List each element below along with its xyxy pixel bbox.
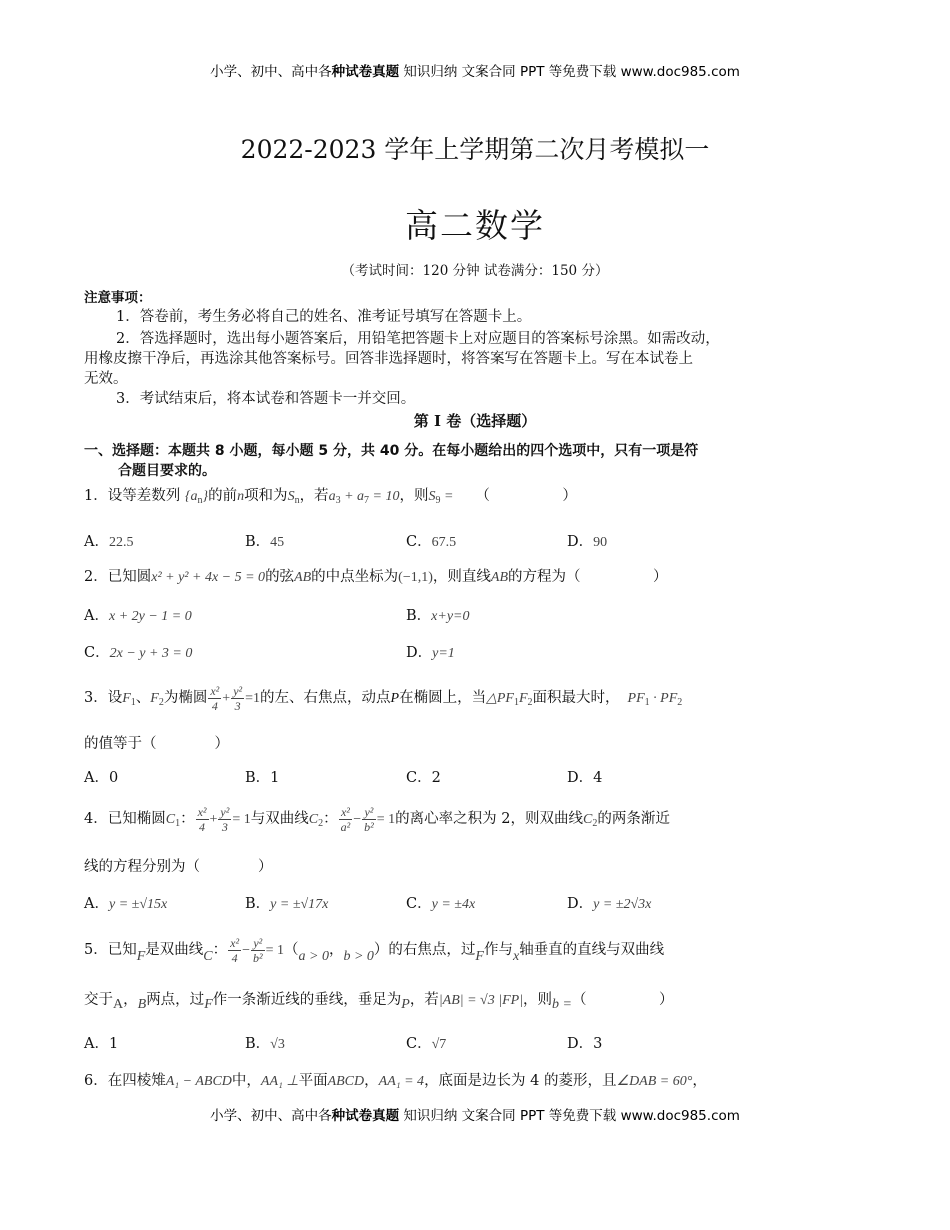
q5-option-d: D．3 bbox=[567, 1036, 603, 1052]
fraction: $\frac{\text{x²}}{4}$ bbox=[197, 804, 207, 834]
q2-option-b: B．x+y=0 bbox=[406, 608, 470, 624]
notice-item-2-line-2: 用橡皮擦干净后，再选涂其他答案标号。回答非选择题时，将答案写在答题卡上。写在本试卷上 bbox=[84, 351, 693, 367]
q1-option-b: B．45 bbox=[245, 534, 285, 550]
question-3-line-2: 的值等于（ ） bbox=[84, 736, 229, 752]
math-condition: $a_3 + a_7 = 10$ bbox=[328, 489, 400, 506]
banner-text-tail: 知识归纳 文案合同 PPT 等免费下载 www.doc985.com bbox=[399, 64, 740, 80]
math-sequence: $\{a_n\}$ bbox=[184, 489, 209, 506]
notice-item-2-line-1: 2．答选择题时，选出每小题答案后，用铅笔把答题卡上对应题目的答案标号涂黑。如需改动， bbox=[116, 331, 720, 347]
question-4-line-2: 线的方程分别为（ ） bbox=[84, 859, 273, 875]
fraction: $\frac{\text{y²}}{3}$ bbox=[233, 683, 243, 713]
question-2: 2．已知圆x² + y² + 4x − 5 = 0的弦AB的中点坐标为(−1,1)，则直线AB的方程为（ ） bbox=[84, 569, 668, 585]
q5-option-c: C．√7 bbox=[406, 1036, 447, 1052]
q5-option-a: A．1 bbox=[84, 1036, 119, 1052]
fraction: $\frac{\text{x²}}{4}$ bbox=[230, 935, 240, 965]
q2-option-a: A．x + 2y − 1 = 0 bbox=[84, 608, 192, 624]
fraction: $\frac{\text{x²}}{\text{a²}}$ bbox=[340, 804, 351, 834]
question-4: 4．已知椭圆$C_1$： $\frac{\text{x²}}{4}$ + $\frac{\text{y²}}{3}$ = 1与双曲线$C_2$： $\frac{\text{x²}}{\text{a²}}$ − $\frac{\text{y²}}{\text{b²}}$ = 1的离心率之积为 2，则双曲线$C_2$的两条渐近 bbox=[84, 804, 670, 834]
q1-option-a: A．22.5 bbox=[84, 534, 134, 550]
question-5-line-2: 交于A，B两点，过F作一条渐近线的垂线，垂足为P，若|AB| = √3 |FP|，则b =（ ） bbox=[84, 992, 674, 1012]
exam-title: 2022-2023 学年上学期第二次月考模拟一 bbox=[240, 135, 710, 164]
footer-banner bbox=[0, 1104, 950, 1124]
q4-option-d: D．y = ±2√3x bbox=[567, 896, 652, 912]
q4-option-b: B．y = ±√17x bbox=[245, 896, 329, 912]
question-1: 1．设等差数列 $\{a_n\}$的前n项和为$S_n$，若$a_3 + a_7 = 10$，则$S_9$ = （ ） bbox=[84, 488, 577, 506]
q3-option-a: A．0 bbox=[84, 770, 119, 786]
notice-item-3: 3．考试结束后，将本试卷和答题卡一并交回。 bbox=[116, 391, 416, 407]
exam-time-info: （考试时间：120 分钟 试卷满分：150 分） bbox=[341, 263, 609, 279]
q1-option-d: D．90 bbox=[567, 534, 608, 550]
fraction: $\frac{\text{y²}}{3}$ bbox=[220, 804, 230, 834]
q3-option-c: C．2 bbox=[406, 770, 441, 786]
banner-bold-text: 种试卷真题 bbox=[331, 64, 400, 80]
header-banner bbox=[0, 60, 950, 80]
q4-option-a: A．y = ±√15x bbox=[84, 896, 168, 912]
banner-text: 小学、初中、高中各 bbox=[210, 64, 332, 80]
fraction: $\frac{\text{y²}}{\text{b²}}$ bbox=[364, 804, 374, 834]
notice-item-2-line-3: 无效。 bbox=[84, 371, 128, 387]
question-6: 6．在四棱雉A₁ − ABCD中，AA₁ ⊥平面ABCD，AA₁ = 4，底面是边长为 4 的菱形，且∠DAB = 60°， bbox=[84, 1073, 707, 1089]
fraction: $\frac{\text{x²}}{4}$ bbox=[210, 683, 220, 713]
q2-option-c: C．2x − y + 3 = 0 bbox=[84, 645, 193, 661]
question-5: 5．已知F是双曲线C： $\frac{\text{x²}}{4}$ − $\frac{\text{y²}}{\text{b²}}$ = 1（a > 0，b > 0）的右焦点，过F作与x轴垂直的直线与双曲线 bbox=[84, 935, 665, 965]
section-title: 第 I 卷（选择题） bbox=[413, 412, 537, 430]
section-heading-line-1: 一、选择题：本题共 8 小题，每小题 5 分，共 40 分。在每小题给出的四个选项中，只有一项是符 bbox=[84, 443, 699, 459]
fraction: $\frac{\text{y²}}{\text{b²}}$ bbox=[252, 935, 263, 965]
q5-option-b: B．√3 bbox=[245, 1036, 285, 1052]
banner-text-tail: 知识归纳 文案合同 PPT 等免费下载 www.doc985.com bbox=[399, 1108, 740, 1124]
banner-text: 小学、初中、高中各 bbox=[210, 1108, 332, 1124]
notice-heading: 注意事项： bbox=[84, 290, 152, 306]
q4-option-c: C．y = ±4x bbox=[406, 896, 476, 912]
q1-option-c: C．67.5 bbox=[406, 534, 457, 550]
exam-subject: 高二数学 bbox=[405, 206, 545, 245]
q3-option-d: D．4 bbox=[567, 770, 603, 786]
question-3: 3．设$F_1$、$F_2$为椭圆 $\frac{\text{x²}}{4}$ + $\frac{\text{y²}}{3}$ =1的左、右焦点，动点P在椭圆上，当$\triangle PF_1F_2$面积最大时， $PF_1 \cdot PF_2$ bbox=[84, 683, 683, 713]
q3-option-b: B．1 bbox=[245, 770, 280, 786]
banner-bold-text: 种试卷真题 bbox=[331, 1108, 400, 1124]
notice-item-1: 1．答卷前，考生务必将自己的姓名、准考证号填写在答题卡上。 bbox=[116, 309, 532, 325]
q2-option-d: D．y=1 bbox=[406, 645, 455, 661]
section-heading-line-2: 合题目要求的。 bbox=[118, 463, 216, 479]
